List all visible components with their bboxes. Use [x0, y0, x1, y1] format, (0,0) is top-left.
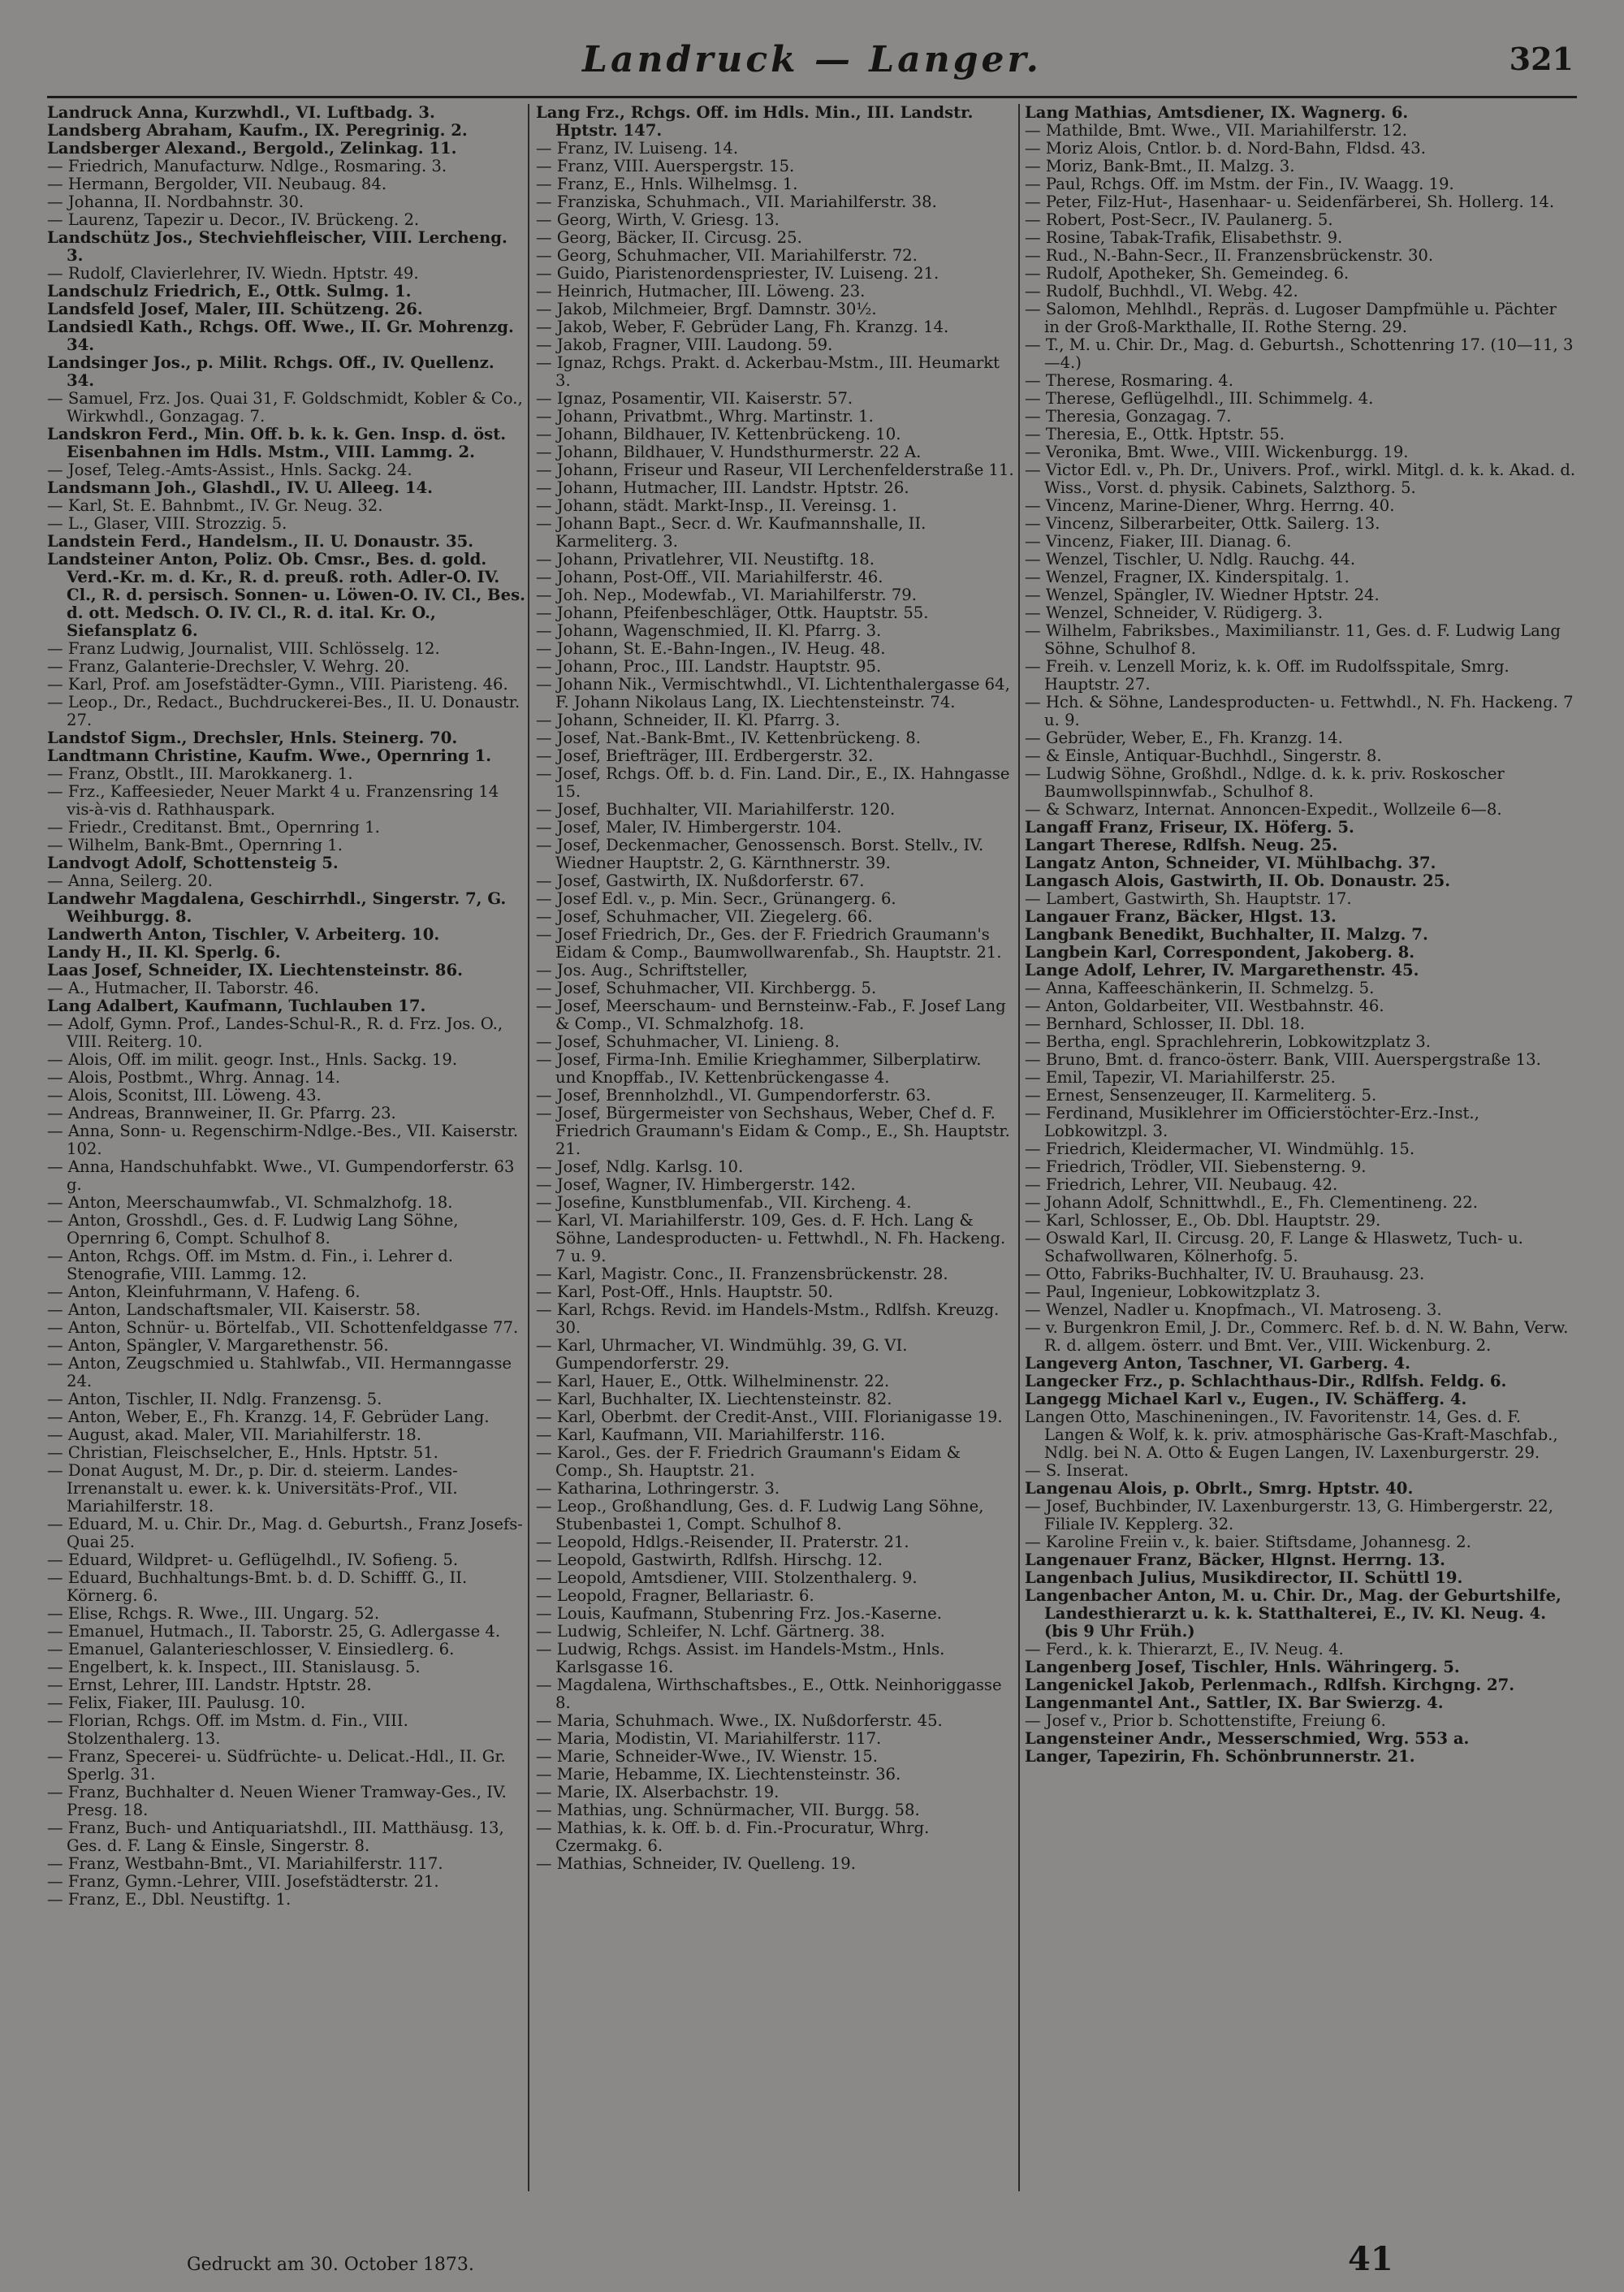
directory-entry: Langeverg Anton, Taschner, VI. Garberg. 4.	[1025, 1355, 1410, 1373]
directory-entry: — Josef, Gastwirth, IX. Nußdorferstr. 67.	[536, 872, 865, 890]
directory-entry: — Johann, St. E.-Bahn-Ingen., IV. Heug. 48.	[536, 640, 886, 658]
directory-entry: Langenauer Franz, Bäcker, Hlgnst. Herrng. 13.	[1025, 1551, 1445, 1569]
directory-entry: — Florian, Rchgs. Off. im Mstm. d. Fin., VIII. Stolzenthalerg. 13.	[47, 1712, 408, 1748]
directory-entry: — Heinrich, Hutmacher, III. Löweng. 23.	[536, 283, 866, 301]
directory-entry: — Robert, Post-Secr., IV. Paulanerg. 5.	[1025, 211, 1333, 229]
directory-entry: — Josef, Maler, IV. Himbergerstr. 104.	[536, 819, 842, 837]
directory-entry: — Mathias, k. k. Off. b. d. Fin.-Procuratur, Whrg. Czermakg. 6.	[536, 1819, 930, 1855]
directory-entry: — Johann, städt. Markt-Insp., II. Vereinsg. 1.	[536, 497, 897, 515]
directory-entry: — Karl, VI. Mariahilferstr. 109, Ges. d. F. Hch. Lang & Söhne, Landesproducten- u. Fettwhdl., N. Fh. Hackeng. 7 u. 9.	[536, 1212, 1006, 1265]
directory-entry: — Friedr., Creditanst. Bmt., Opernring 1.	[47, 819, 380, 837]
directory-entry: — Georg, Schuhmacher, VII. Mariahilferstr. 72.	[536, 247, 918, 265]
directory-entry: Landsberger Alexand., Bergold., Zelinkag. 11.	[47, 140, 457, 158]
page-title: Landruck — Langer.	[582, 39, 1042, 80]
directory-entry: Langauer Franz, Bäcker, Hlgst. 13.	[1025, 908, 1337, 926]
directory-entry: Langaff Franz, Friseur, IX. Höferg. 5.	[1025, 819, 1354, 837]
directory-entry: — Andreas, Brannweiner, II. Gr. Pfarrg. 23.	[47, 1105, 396, 1122]
directory-entry: Lang Adalbert, Kaufmann, Tuchlauben 17.	[47, 997, 426, 1015]
directory-entry: — Josef, Buchhalter, VII. Mariahilferstr. 120.	[536, 801, 896, 819]
directory-entry: — Therese, Geflügelhdl., III. Schimmelg. 4.	[1025, 390, 1374, 408]
directory-entry: Langenmantel Ant., Sattler, IX. Bar Swierzg. 4.	[1025, 1694, 1444, 1712]
directory-entry: — Johann, Bildhauer, IV. Kettenbrückeng. 10.	[536, 426, 901, 443]
directory-entry: — Ferd., k. k. Thierarzt, E., IV. Neug. 4.	[1025, 1641, 1344, 1658]
directory-entry: — Franz, Buch- und Antiquariatshdl., III. Matthäusg. 13, Ges. d. F. Lang & Einsle, Singerstr. 8.	[47, 1819, 504, 1855]
directory-entry: — Josef, Buchbinder, IV. Laxenburgerstr. 13, G. Himbergerstr. 22, Filiale IV. Kepplerg. 32.	[1025, 1498, 1553, 1533]
directory-entry: — Franz, Gymn.-Lehrer, VIII. Josefstädterstr. 21.	[47, 1873, 439, 1891]
directory-entry: Landsteiner Anton, Poliz. Ob. Cmsr., Bes. d. gold. Verd.-Kr. m. d. Kr., R. d. preuß. roth. Adler-O. IV. Cl., R. d. persisch. Sonnen- u. Löwen-O. IV. Cl., Bes. d. ott. Medsch. O. IV. Cl., R. d. ital. Kr. O., Siefansplatz 6.	[47, 551, 525, 640]
directory-entry: — Ernst, Lehrer, III. Landstr. Hptstr. 28.	[47, 1676, 372, 1694]
directory-entry: Laas Josef, Schneider, IX. Liechtensteinstr. 86.	[47, 962, 463, 980]
directory-entry: Landy H., II. Kl. Sperlg. 6.	[47, 944, 281, 962]
page-number: 321	[1509, 41, 1574, 77]
directory-entry: — Laurenz, Tapezir u. Decor., IV. Brückeng. 2.	[47, 211, 420, 229]
directory-entry: — Veronika, Bmt. Wwe., VIII. Wickenburgg. 19.	[1025, 443, 1409, 461]
directory-entry: — Wenzel, Spängler, IV. Wiedner Hptstr. 24.	[1025, 586, 1380, 604]
directory-entry: — Alois, Off. im milit. geogr. Inst., Hnls. Sackg. 19.	[47, 1051, 458, 1069]
directory-entry: — Moriz Alois, Cntlor. b. d. Nord-Bahn, Fldsd. 43.	[1025, 140, 1426, 158]
directory-entry: — Vincenz, Silberarbeiter, Ottk. Sailerg. 13.	[1025, 515, 1380, 533]
directory-entry: Landtmann Christine, Kaufm. Wwe., Opernring 1.	[47, 747, 492, 765]
directory-entry: — Georg, Wirth, V. Griesg. 13.	[536, 211, 780, 229]
directory-entry: — Anna, Seilerg. 20.	[47, 872, 214, 890]
sheet-signature: 41	[1348, 2240, 1393, 2278]
directory-entry: Landsinger Jos., p. Milit. Rchgs. Off., IV. Quellenz. 34.	[47, 354, 495, 390]
directory-entry: — Jakob, Weber, F. Gebrüder Lang, Fh. Kranzg. 14.	[536, 318, 949, 336]
directory-entry: — Alois, Postbmt., Whrg. Annag. 14.	[47, 1069, 340, 1087]
directory-entry: Langatz Anton, Schneider, VI. Mühlbachg. 37.	[1025, 854, 1436, 872]
directory-entry: — Theresia, E., Ottk. Hptstr. 55.	[1025, 426, 1285, 443]
directory-entry: — Johann, Privatbmt., Whrg. Martinstr. 1.	[536, 408, 874, 426]
directory-entry: — Karl, Magistr. Conc., II. Franzensbrückenstr. 28.	[536, 1265, 948, 1283]
directory-entry: — Josef, Schuhmacher, VII. Ziegelerg. 66.	[536, 908, 873, 926]
directory-entry: — Emil, Tapezir, VI. Mariahilferstr. 25.	[1025, 1069, 1336, 1087]
directory-entry: — Leopold, Hdlgs.-Reisender, II. Praterstr. 21.	[536, 1533, 909, 1551]
directory-entry: — Franz, E., Hnls. Wilhelmsg. 1.	[536, 175, 798, 193]
directory-entry: — Gebrüder, Weber, E., Fh. Kranzg. 14.	[1025, 729, 1343, 747]
column-1	[47, 104, 526, 2191]
directory-entry: — Karl, St. E. Bahnbmt., IV. Gr. Neug. 32.	[47, 497, 383, 515]
directory-entry: — Anton, Spängler, V. Margarethenstr. 56.	[47, 1337, 389, 1355]
directory-entry: — v. Burgenkron Emil, J. Dr., Commerc. Ref. b. d. N. W. Bahn, Verw. R. d. allgem. österr. und Bmt. Ver., VIII. Wickenburg. 2.	[1025, 1319, 1569, 1355]
directory-entry: Landsiedl Kath., Rchgs. Off. Wwe., II. Gr. Mohrenzg. 34.	[47, 318, 514, 354]
directory-entry: — Josef Edl. v., p. Min. Secr., Grünangerg. 6.	[536, 890, 896, 908]
directory-entry: — Lambert, Gastwirth, Sh. Hauptstr. 17.	[1025, 890, 1352, 908]
directory-entry: Langart Therese, Rdlfsh. Neug. 25.	[1025, 837, 1338, 854]
directory-entry: — Franz, Buchhalter d. Neuen Wiener Tramway-Ges., IV. Presg. 18.	[47, 1784, 507, 1819]
directory-entry: — Magdalena, Wirthschaftsbes., E., Ottk. Neinhoriggasse 8.	[536, 1676, 1002, 1712]
directory-entry: — Anton, Kleinfuhrmann, V. Hafeng. 6.	[47, 1283, 361, 1301]
directory-entry: — Hch. & Söhne, Landesproducten- u. Fettwhdl., N. Fh. Hackeng. 7 u. 9.	[1025, 694, 1574, 729]
directory-entry: — Samuel, Frz. Jos. Quai 31, F. Goldschmidt, Kobler & Co., Wirkwhdl., Gonzagag. 7.	[47, 390, 523, 426]
directory-entry: — Bruno, Bmt. d. franco-österr. Bank, VIII. Auerspergstraße 13.	[1025, 1051, 1541, 1069]
directory-entry: — Johann, Post-Off., VII. Mariahilferstr. 46.	[536, 569, 883, 586]
directory-entry: — Karl, Buchhalter, IX. Liechtensteinstr. 82.	[536, 1390, 892, 1408]
directory-entry: — Johann, Hutmacher, III. Landstr. Hptstr. 26.	[536, 479, 909, 497]
directory-entry: — Leopold, Fragner, Bellariastr. 6.	[536, 1587, 814, 1605]
directory-entry: — Wenzel, Nadler u. Knopfmach., VI. Matroseng. 3.	[1025, 1301, 1442, 1319]
directory-entry: — Johann Bapt., Secr. d. Wr. Kaufmannshalle, II. Karmeliterg. 3.	[536, 515, 926, 551]
directory-entry: — Friedrich, Manufacturw. Ndlge., Rosmaring. 3.	[47, 158, 447, 175]
directory-entry: — Josef, Teleg.-Amts-Assist., Hnls. Sackg. 24.	[47, 461, 412, 479]
directory-entry: Langegg Michael Karl v., Eugen., IV. Schäfferg. 4.	[1025, 1390, 1467, 1408]
directory-entry: — Hermann, Bergolder, VII. Neubaug. 84.	[47, 175, 387, 193]
directory-entry: — Johann, Bildhauer, V. Hundsthurmerstr. 22 A.	[536, 443, 922, 461]
directory-entry: — Johann, Pfeifenbeschläger, Ottk. Hauptstr. 55.	[536, 604, 929, 622]
directory-entry: Landsfeld Josef, Maler, III. Schützeng. 26.	[47, 301, 423, 318]
directory-entry: — Marie, Schneider-Wwe., IV. Wienstr. 15.	[536, 1748, 878, 1766]
directory-entry: — A., Hutmacher, II. Taborstr. 46.	[47, 980, 319, 997]
directory-entry: — Eduard, Wildpret- u. Geflügelhdl., IV. Sofieng. 5.	[47, 1551, 459, 1569]
directory-entry: — Rud., N.-Bahn-Secr., II. Franzensbrückenstr. 30.	[1025, 247, 1434, 265]
directory-entry: — Johann, Schneider, II. Kl. Pfarrg. 3.	[536, 711, 840, 729]
directory-entry: Langenbacher Anton, M. u. Chir. Dr., Mag. der Geburtshilfe, Landesthierarzt u. k. k. Statthalterei, E., IV. Kl. Neug. 4. (bis 9 Uhr Früh.)	[1025, 1587, 1561, 1641]
directory-entry: — Franziska, Schuhmach., VII. Mariahilferstr. 38.	[536, 193, 937, 211]
directory-entry: — Karl, Oberbmt. der Credit-Anst., VIII. Florianigasse 19.	[536, 1408, 1003, 1426]
directory-entry: — Wenzel, Fragner, IX. Kinderspitalg. 1.	[1025, 569, 1350, 586]
directory-entry: — Engelbert, k. k. Inspect., III. Stanislausg. 5.	[47, 1658, 421, 1676]
directory-entry: — Anton, Weber, E., Fh. Kranzg. 14, F. Gebrüder Lang.	[47, 1408, 490, 1426]
directory-entry: Langer, Tapezirin, Fh. Schönbrunnerstr. 21.	[1025, 1748, 1415, 1766]
directory-entry: — Franz, Galanterie-Drechsler, V. Wehrg. 20.	[47, 658, 410, 676]
directory-entry: — Johann Adolf, Schnittwhdl., E., Fh. Clementineng. 22.	[1025, 1194, 1478, 1212]
directory-entry: — Anton, Rchgs. Off. im Mstm. d. Fin., i. Lehrer d. Stenografie, VIII. Lammg. 12.	[47, 1248, 454, 1283]
directory-entry: — Victor Edl. v., Ph. Dr., Univers. Prof., wirkl. Mitgl. d. k. k. Akad. d. Wiss., Vorst. d. physik. Cabinets, Salzthorg. 5.	[1025, 461, 1576, 497]
directory-entry: — Bernhard, Schlosser, II. Dbl. 18.	[1025, 1015, 1305, 1033]
directory-entry: — Karl, Uhrmacher, VI. Windmühlg. 39, G. VI. Gumpendorferstr. 29.	[536, 1337, 908, 1373]
directory-entry: — Friedrich, Kleidermacher, VI. Windmühlg. 15.	[1025, 1140, 1415, 1158]
directory-entry: — Leop., Großhandlung, Ges. d. F. Ludwig Lang Söhne, Stubenbastei 1, Compt. Schulhof 8.	[536, 1498, 984, 1533]
directory-entry: — Johanna, II. Nordbahnstr. 30.	[47, 193, 304, 211]
directory-entry: — Leopold, Gastwirth, Rdlfsh. Hirschg. 12.	[536, 1551, 883, 1569]
directory-entry: — Josef, Schuhmacher, VI. Linieng. 8.	[536, 1033, 840, 1051]
directory-entry: — Johann, Proc., III. Landstr. Hauptstr. 95.	[536, 658, 882, 676]
directory-entry: — Louis, Kaufmann, Stubenring Frz. Jos.-Kaserne.	[536, 1605, 942, 1623]
directory-entry: — Anton, Goldarbeiter, VII. Westbahnstr. 46.	[1025, 997, 1384, 1015]
directory-entry: — Ludwig Söhne, Großhdl., Ndlge. d. k. k. priv. Roskoscher Baumwollspinnwfab., Schulhof 8.	[1025, 765, 1505, 801]
directory-entry: Lange Adolf, Lehrer, IV. Margarethenstr. 45.	[1025, 962, 1419, 980]
directory-entry: — Elise, Rchgs. R. Wwe., III. Ungarg. 52.	[47, 1605, 380, 1623]
directory-entry: — Karl, Kaufmann, VII. Mariahilferstr. 116.	[536, 1426, 886, 1444]
directory-entry: — Joh. Nep., Modewfab., VI. Mariahilferstr. 79.	[536, 586, 917, 604]
directory-entry: — Salomon, Mehlhdl., Repräs. d. Lugoser Dampfmühle u. Pächter in der Groß-Markthalle, II. Rothe Sterng. 29.	[1025, 301, 1557, 336]
directory-entry: — Leopold, Amtsdiener, VIII. Stolzenthalerg. 9.	[536, 1569, 918, 1587]
directory-entry: — Anna, Handschuhfabkt. Wwe., VI. Gumpendorferstr. 63 g.	[47, 1158, 515, 1194]
directory-entry: — Franz, IV. Luiseng. 14.	[536, 140, 739, 158]
directory-entry: — Karl, Hauer, E., Ottk. Wilhelminenstr. 22.	[536, 1373, 890, 1390]
directory-entry: — Josef, Wagner, IV. Himbergerstr. 142.	[536, 1176, 856, 1194]
directory-entry: Landwerth Anton, Tischler, V. Arbeiterg. 10.	[47, 926, 440, 944]
directory-entry: — Anna, Sonn- u. Regenschirm-Ndlge.-Bes., VII. Kaiserstr. 102.	[47, 1122, 519, 1158]
directory-entry: Landwehr Magdalena, Geschirrhdl., Singerstr. 7, G. Weihburgg. 8.	[47, 890, 507, 926]
directory-entry: — Freih. v. Lenzell Moriz, k. k. Off. im Rudolfsspitale, Smrg. Hauptstr. 27.	[1025, 658, 1510, 694]
directory-entry: Langenbach Julius, Musikdirector, II. Schüttl 19.	[1025, 1569, 1463, 1587]
directory-entry: — Ignaz, Rchgs. Prakt. d. Ackerbau-Mstm., III. Heumarkt 3.	[536, 354, 1000, 390]
directory-entry: — Wenzel, Schneider, V. Rüdigerg. 3.	[1025, 604, 1324, 622]
directory-entry: — Rudolf, Buchhdl., VI. Webg. 42.	[1025, 283, 1298, 301]
directory-entry: — Eduard, M. u. Chir. Dr., Mag. d. Geburtsh., Franz Josefs-Quai 25.	[47, 1516, 523, 1551]
directory-entry: Lang Mathias, Amtsdiener, IX. Wagnerg. 6.	[1025, 104, 1409, 122]
directory-entry: — & Einsle, Antiquar-Buchhdl., Singerstr. 8.	[1025, 747, 1382, 765]
directory-entry: — Karl, Post-Off., Hnls. Hauptstr. 50.	[536, 1283, 833, 1301]
directory-entry: — Josefine, Kunstblumenfab., VII. Kircheng. 4.	[536, 1194, 912, 1212]
directory-entry: Langbein Karl, Correspondent, Jakoberg. 8.	[1025, 944, 1415, 962]
directory-entry: — Karol., Ges. der F. Friedrich Graumann's Eidam & Comp., Sh. Hauptstr. 21.	[536, 1444, 961, 1480]
directory-entry: — Josef, Nat.-Bank-Bmt., IV. Kettenbrückeng. 8.	[536, 729, 921, 747]
directory-entry: — Paul, Ingenieur, Lobkowitzplatz 3.	[1025, 1283, 1321, 1301]
directory-entry: — Vincenz, Fiaker, III. Dianag. 6.	[1025, 533, 1292, 551]
directory-entry: — Bertha, engl. Sprachlehrerin, Lobkowitzplatz 3.	[1025, 1033, 1431, 1051]
directory-entry: — Ernest, Sensenzeuger, II. Karmeliterg. 5.	[1025, 1087, 1377, 1105]
directory-entry: — Franz, Obstlt., III. Marokkanerg. 1.	[47, 765, 353, 783]
column-2	[536, 104, 1015, 2191]
directory-entry: — Josef, Meerschaum- und Bernsteinw.-Fab., F. Josef Lang & Comp., VI. Schmalzhofg. 18.	[536, 997, 1006, 1033]
directory-entry: — Alois, Sconitst, III. Löweng. 43.	[47, 1087, 322, 1105]
directory-entry: Landstof Sigm., Drechsler, Hnls. Steinerg. 70.	[47, 729, 458, 747]
directory-entry: — Franz Ludwig, Journalist, VIII. Schlösselg. 12.	[47, 640, 440, 658]
directory-entry: Langenberg Josef, Tischler, Hnls. Währingerg. 5.	[1025, 1658, 1460, 1676]
column-divider	[1018, 104, 1020, 2191]
directory-entry: — Eduard, Buchhaltungs-Bmt. b. d. D. Schifff. G., II. Körnerg. 6.	[47, 1569, 468, 1605]
directory-entry: — Franz, VIII. Auerspergstr. 15.	[536, 158, 795, 175]
printing-date: Gedruckt am 30. October 1873.	[187, 2255, 474, 2275]
directory-entry: — Josef, Rchgs. Off. b. d. Fin. Land. Dir., E., IX. Hahngasse 15.	[536, 765, 1010, 801]
directory-entry: Landstein Ferd., Handelsm., II. U. Donaustr. 35.	[47, 533, 474, 551]
directory-entry: — Adolf, Gymn. Prof., Landes-Schul-R., R. d. Frz. Jos. O., VIII. Reiterg. 10.	[47, 1015, 503, 1051]
directory-entry: — Anton, Meerschaumwfab., VI. Schmalzhofg. 18.	[47, 1194, 453, 1212]
directory-entry: — Karl, Schlosser, E., Ob. Dbl. Hauptstr. 29.	[1025, 1212, 1381, 1230]
directory-entry: Landschütz Jos., Stechviehfleischer, VIII. Lercheng. 3.	[47, 229, 508, 265]
directory-entry: Landvogt Adolf, Schottensteig 5.	[47, 854, 339, 872]
directory-entry: Lang Frz., Rchgs. Off. im Hdls. Min., III. Landstr. Hptstr. 147.	[536, 104, 974, 140]
directory-entry: — Josef, Briefträger, III. Erdbergerstr. 32.	[536, 747, 874, 765]
directory-entry: — Wilhelm, Bank-Bmt., Opernring 1.	[47, 837, 343, 854]
directory-entry: — Karoline Freiin v., k. baier. Stiftsdame, Johannesg. 2.	[1025, 1533, 1471, 1551]
directory-entry: — Therese, Rosmaring. 4.	[1025, 372, 1233, 390]
directory-entry: Landskron Ferd., Min. Off. b. k. k. Gen. Insp. d. öst. Eisenbahnen im Hdls. Mstm., VIII. Lammg. 2.	[47, 426, 507, 461]
directory-entry: — & Schwarz, Internat. Annoncen-Expedit., Wollzeile 6—8.	[1025, 801, 1502, 819]
directory-entry: — Ludwig, Rchgs. Assist. im Handels-Mstm., Hnls. Karlsgasse 16.	[536, 1641, 945, 1676]
directory-entry: — L., Glaser, VIII. Strozzig. 5.	[47, 515, 287, 533]
directory-entry: — Katharina, Lothringerstr. 3.	[536, 1480, 780, 1498]
directory-entry: Langbank Benedikt, Buchhalter, II. Malzg. 7.	[1025, 926, 1428, 944]
directory-entry: — Friedrich, Trödler, VII. Siebensterng. 9.	[1025, 1158, 1367, 1176]
directory-entry: Landsberg Abraham, Kaufm., IX. Peregrinig. 2.	[47, 122, 468, 140]
directory-entry: — Emanuel, Galanterieschlosser, V. Einsiedlerg. 6.	[47, 1641, 455, 1658]
directory-entry: — Friedrich, Lehrer, VII. Neubaug. 42.	[1025, 1176, 1338, 1194]
directory-entry: — Josef Friedrich, Dr., Ges. der F. Friedrich Graumann's Eidam & Comp., Baumwollwarenfab., Sh. Hauptstr. 21.	[536, 926, 1002, 962]
directory-entry: — Marie, IX. Alserbachstr. 19.	[536, 1784, 780, 1801]
directory-entry: — Jakob, Fragner, VIII. Laudong. 59.	[536, 336, 833, 354]
column-3	[1025, 104, 1577, 2191]
directory-entry: — Josef, Firma-Inh. Emilie Krieghammer, Silberplatirw. und Knopffab., IV. Kettenbrückengasse 4.	[536, 1051, 982, 1087]
directory-entry: Landsmann Joh., Glashdl., IV. U. Alleeg. 14.	[47, 479, 433, 497]
directory-entry: — Mathias, Schneider, IV. Quelleng. 19.	[536, 1855, 856, 1873]
directory-entry: — Peter, Filz-Hut-, Hasenhaar- u. Seidenfärberei, Sh. Hollerg. 14.	[1025, 193, 1555, 211]
directory-entry: — Guido, Piaristenordenspriester, IV. Luiseng. 21.	[536, 265, 939, 283]
directory-entry: — Rosine, Tabak-Trafik, Elisabethstr. 9.	[1025, 229, 1343, 247]
directory-entry: — Jakob, Milchmeier, Brgf. Damnstr. 30½.	[536, 301, 877, 318]
directory-entry: — S. Inserat.	[1025, 1462, 1129, 1480]
directory-entry: — Josef, Deckenmacher, Genossensch. Borst. Stellv., IV. Wiedner Hauptstr. 2, G. Kärnthnerstr. 39.	[536, 837, 984, 872]
directory-entry: — Johann, Wagenschmied, II. Kl. Pfarrg. 3.	[536, 622, 882, 640]
directory-entry: — Mathilde, Bmt. Wwe., VII. Mariahilferstr. 12.	[1025, 122, 1407, 140]
directory-entry: — Ignaz, Posamentir, VII. Kaiserstr. 57.	[536, 390, 853, 408]
directory-entry: Langasch Alois, Gastwirth, II. Ob. Donaustr. 25.	[1025, 872, 1451, 890]
directory-entry: Langensteiner Andr., Messerschmied, Wrg. 553 a.	[1025, 1730, 1470, 1748]
directory-entry: — Emanuel, Hutmach., II. Taborstr. 25, G. Adlergasse 4.	[47, 1623, 501, 1641]
directory-entry: — Mathias, ung. Schnürmacher, VII. Burgg. 58.	[536, 1801, 920, 1819]
directory-entry: — Donat August, M. Dr., p. Dir. d. steierm. Landes-Irrenanstalt u. ewer. k. k. Universitäts-Prof., VII. Mariahilferstr. 18.	[47, 1462, 458, 1516]
directory-entry: Landruck Anna, Kurzwhdl., VI. Luftbadg. 3.	[47, 104, 435, 122]
directory-entry: Langenau Alois, p. Obrlt., Smrg. Hptstr. 40.	[1025, 1480, 1414, 1498]
directory-entry: — Theresia, Gonzagag. 7.	[1025, 408, 1232, 426]
column-divider	[528, 104, 529, 2191]
directory-entry: — Rudolf, Apotheker, Sh. Gemeindeg. 6.	[1025, 265, 1350, 283]
directory-entry: Langen Otto, Maschineningen., IV. Favoritenstr. 14, Ges. d. F. Langen & Wolf, k. k. priv. atmosphärische Gas-Kraft-Maschfab., Ndlg. bei N. A. Otto & Eugen Langen, IV. Laxenburgerstr. 29.	[1025, 1408, 1558, 1462]
directory-entry: — Georg, Bäcker, II. Circusg. 25.	[536, 229, 802, 247]
directory-entry: — Ludwig, Schleifer, N. Lchf. Gärtnerg. 38.	[536, 1623, 885, 1641]
directory-entry: — Jos. Aug., Schriftsteller,	[536, 962, 748, 980]
directory-entry: — Frz., Kaffeesieder, Neuer Markt 4 u. Franzensring 14 vis-à-vis d. Rathhauspark.	[47, 783, 499, 819]
directory-entry: — Moriz, Bank-Bmt., II. Malzg. 3.	[1025, 158, 1295, 175]
directory-entry: — Franz, Specerei- u. Südfrüchte- u. Delicat.-Hdl., II. Gr. Sperlg. 31.	[47, 1748, 506, 1784]
directory-entry: — Anton, Schnür- u. Börtelfab., VII. Schottenfeldgasse 77.	[47, 1319, 519, 1337]
directory-entry: — T., M. u. Chir. Dr., Mag. d. Geburtsh., Schottenring 17. (10—11, 3—4.)	[1025, 336, 1574, 372]
directory-entry: — Franz, Westbahn-Bmt., VI. Mariahilferstr. 117.	[47, 1855, 443, 1873]
directory-entry: — Leop., Dr., Redact., Buchdruckerei-Bes., II. U. Donaustr. 27.	[47, 694, 520, 729]
directory-entry: — Vincenz, Marine-Diener, Whrg. Herrng. 40.	[1025, 497, 1395, 515]
directory-entry: — Johann Nik., Vermischtwhdl., VI. Lichtenthalergasse 64, F. Johann Nikolaus Lang, IX. Liechtensteinstr. 74.	[536, 676, 1010, 711]
header-rule	[47, 96, 1577, 98]
directory-entry: — Anton, Tischler, II. Ndlg. Franzensg. 5.	[47, 1390, 382, 1408]
directory-entry: — Anton, Grosshdl., Ges. d. F. Ludwig Lang Söhne, Opernring 6, Compt. Schulhof 8.	[47, 1212, 459, 1248]
directory-entry: — Karl, Rchgs. Revid. im Handels-Mstm., Rdlfsh. Kreuzg. 30.	[536, 1301, 1000, 1337]
directory-entry: — Rudolf, Clavierlehrer, IV. Wiedn. Hptstr. 49.	[47, 265, 419, 283]
directory-entry: — Josef, Bürgermeister von Sechshaus, Weber, Chef d. F. Friedrich Graumann's Eidam & Comp., E., Sh. Hauptstr. 21.	[536, 1105, 1010, 1158]
directory-entry: — Johann, Privatlehrer, VII. Neustiftg. 18.	[536, 551, 875, 569]
directory-entry: — Oswald Karl, II. Circusg. 20, F. Lange & Hlaswetz, Tuch- u. Schafwollwaren, Kölnerhofg. 5.	[1025, 1230, 1523, 1265]
directory-entry: — August, akad. Maler, VII. Mariahilferstr. 18.	[47, 1426, 421, 1444]
directory-entry: — Wenzel, Tischler, U. Ndlg. Rauchg. 44.	[1025, 551, 1356, 569]
directory-entry: — Maria, Schuhmach. Wwe., IX. Nußdorferstr. 45.	[536, 1712, 943, 1730]
directory-entry: Langecker Frz., p. Schlachthaus-Dir., Rdlfsh. Feldg. 6.	[1025, 1373, 1507, 1390]
directory-entry: — Marie, Hebamme, IX. Liechtensteinstr. 36.	[536, 1766, 901, 1784]
directory-entry: — Otto, Fabriks-Buchhalter, IV. U. Brauhausg. 23.	[1025, 1265, 1425, 1283]
directory-entry: — Paul, Rchgs. Off. im Mstm. der Fin., IV. Waagg. 19.	[1025, 175, 1454, 193]
directory-entry: Langenickel Jakob, Perlenmach., Rdlfsh. Kirchgng. 27.	[1025, 1676, 1515, 1694]
directory-entry: — Anton, Zeugschmied u. Stahlwfab., VII. Hermanngasse 24.	[47, 1355, 512, 1390]
directory-entry: — Josef, Brennholzhdl., VI. Gumpendorferstr. 63.	[536, 1087, 931, 1105]
directory-entry: — Franz, E., Dbl. Neustiftg. 1.	[47, 1891, 292, 1909]
directory-entry: — Josef, Schuhmacher, VII. Kirchbergg. 5.	[536, 980, 877, 997]
directory-entry: — Karl, Prof. am Josefstädter-Gymn., VIII. Piaristeng. 46.	[47, 676, 508, 694]
directory-entry: — Josef v., Prior b. Schottenstifte, Freiung 6.	[1025, 1712, 1386, 1730]
directory-entry: — Wilhelm, Fabriksbes., Maximilianstr. 11, Ges. d. F. Ludwig Lang Söhne, Schulhof 8.	[1025, 622, 1561, 658]
directory-entry: Landschulz Friedrich, E., Ottk. Sulmg. 1.	[47, 283, 412, 301]
directory-entry: — Josef, Ndlg. Karlsg. 10.	[536, 1158, 744, 1176]
directory-entry: — Christian, Fleischselcher, E., Hnls. Hptstr. 51.	[47, 1444, 438, 1462]
directory-entry: — Ferdinand, Musiklehrer im Officierstöchter-Erz.-Inst., Lobkowitzpl. 3.	[1025, 1105, 1479, 1140]
directory-entry: — Anton, Landschaftsmaler, VII. Kaiserstr. 58.	[47, 1301, 421, 1319]
directory-entry: — Anna, Kaffeeschänkerin, II. Schmelzg. 5.	[1025, 980, 1375, 997]
directory-entry: — Johann, Friseur und Raseur, VII Lerchenfelderstraße 11.	[536, 461, 1014, 479]
directory-entry: — Maria, Modistin, VI. Mariahilferstr. 117.	[536, 1730, 882, 1748]
directory-entry: — Felix, Fiaker, III. Paulusg. 10.	[47, 1694, 306, 1712]
